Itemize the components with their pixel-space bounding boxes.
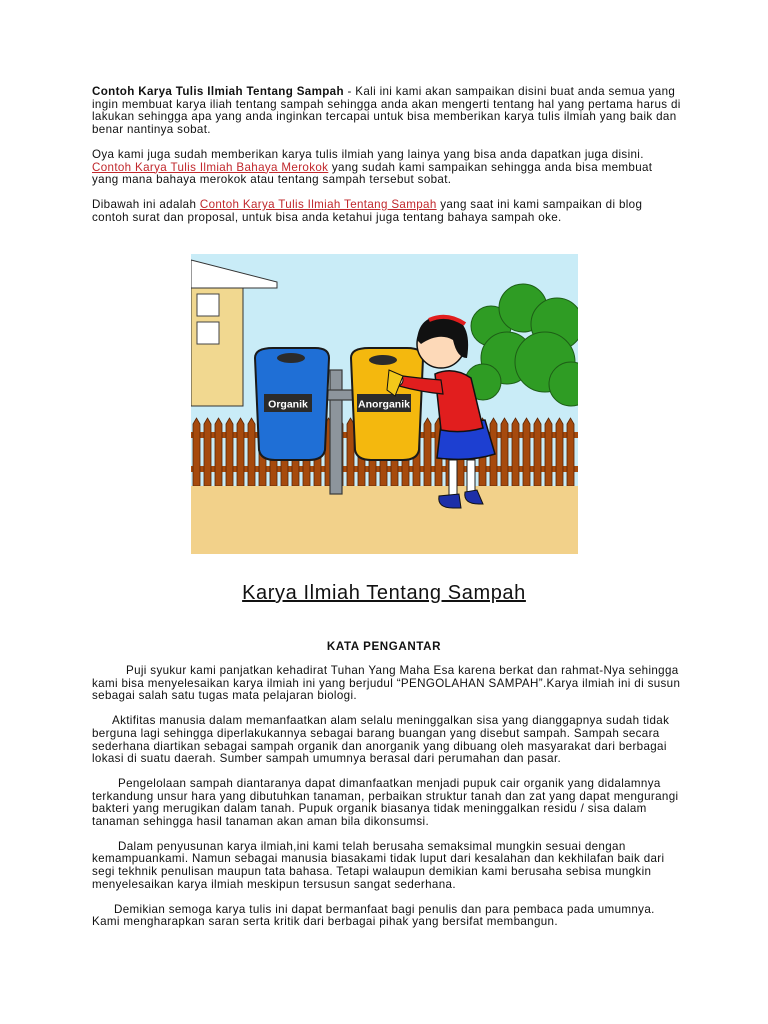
fence-slat bbox=[347, 418, 354, 486]
link-bahaya-merokok[interactable]: Contoh Karya Tulis Ilmiah Bahaya Merokok bbox=[92, 160, 329, 174]
organic-bin-label: Organik bbox=[268, 398, 308, 411]
fence-slat bbox=[204, 418, 211, 486]
intro-paragraph-3-before: Dibawah ini adalah bbox=[92, 197, 200, 211]
fence-slat bbox=[424, 418, 431, 486]
fence-slat bbox=[567, 418, 574, 486]
fence-slat bbox=[523, 418, 530, 486]
preface-paragraph: Pengelolaan sampah diantaranya dapat dimanfaatkan menjadi pupuk cair organik yang didalamnya terkandung unsur hara yang dibutuhkan tanaman, perbaikan struktur tanah dan zat yang dapat mengurangi bakteri yang merugikan dalam tanah. Pupuk organik biasanya tidak meninggalkan residu / sisa dalam tanaman sehingga hasil tanaman akan aman bila dikonsumsi. bbox=[92, 776, 679, 829]
fence-slat bbox=[545, 418, 552, 486]
intro-paragraph-2-before: Oya kami juga sudah memberikan karya tulis ilmiah yang lainya yang bisa anda dapatkan juga disini. bbox=[92, 147, 644, 161]
anorganic-bin bbox=[351, 348, 423, 460]
intro-paragraph-1-text: - Kali ini kami akan sampaikan disini buat anda semua yang ingin membuat karya iliah tentang sampah sehingga anda akan mengerti tentang hal yang pertama harus di lakukan sehingga apa yang anda inginkan tercapai untuk bisa memberikan karya tulis ilmiah yang baik dan benar nantinya sobat. bbox=[92, 85, 681, 137]
fence-slat bbox=[193, 418, 200, 486]
illustration-svg bbox=[191, 254, 578, 554]
intro-paragraph-2-after: yang sudah kami sampaikan sehingga anda bisa membuat yang mana bahaya merokok atau tentang sampah tersebut sobat. bbox=[92, 160, 653, 187]
preface-heading: KATA PENGANTAR bbox=[326, 640, 442, 653]
recycling-illustration bbox=[191, 254, 578, 554]
organic-bin bbox=[255, 348, 329, 460]
bin-pole bbox=[330, 370, 342, 494]
intro-lead-title: Contoh Karya Tulis Ilmiah Tentang Sampah bbox=[92, 85, 344, 98]
preface-paragraph: Demikian semoga karya tulis ini dapat bermanfaat bagi penulis dan para pembaca pada umumnya. Kami mengharapkan saran serta kritik dari berbagai pihak yang bersifat membangun. bbox=[92, 902, 655, 929]
fence-slat bbox=[248, 418, 255, 486]
link-tentang-sampah[interactable]: Contoh Karya Tulis Ilmiah Tentang Sampah bbox=[199, 197, 437, 211]
fence-slat bbox=[512, 418, 519, 486]
fence-slat bbox=[237, 418, 244, 486]
intro-paragraph-1 bbox=[92, 86, 682, 137]
preface-paragraph: Puji syukur kami panjatkan kehadirat Tuhan Yang Maha Esa karena berkat dan rahmat-Nya sehingga kami bisa menyelesaikan karya ilmiah ini yang berjudul “PENGOLAHAN SAMPAH”.Karya ilmiah ini di susun sebagai salah satu tugas mata pelajaran biologi. bbox=[92, 664, 681, 703]
preface-paragraph: Aktifitas manusia dalam memanfaatkan alam selalu meninggalkan sisa yang dianggapnya sudah tidak berguna lagi sehingga diperlakukannya sebagai barang buangan yang disebut sampah. Sampah secara sederhana diartikan sebagai sampah organik dan anorganik yang dibuang oleh masyarakat dari berbagai lokasi di suatu daerah. Sumber sampah umumnya berasal dari perumahan dan pasar. bbox=[92, 714, 670, 766]
fence-slat bbox=[534, 418, 541, 486]
preface-paragraph: Dalam penyusunan karya ilmiah,ini kami telah berusaha semaksimal mungkin sesuai dengan kemampuankami. Namun sebagai manusia biasakami tidak luput dari kesalahan dan kekhilafan baik dari segi tekhnik penulisan maupun tata bahasa. Tetapi walaupun demikian kami berusaha sebisa mungkin menyelesaikan karya ilmiah meskipun tersusun sangat sederhana. bbox=[92, 839, 665, 891]
intro-section bbox=[92, 86, 682, 224]
fence-slat bbox=[226, 418, 233, 486]
intro-paragraph-2 bbox=[92, 149, 682, 187]
document-title: Karya Ilmiah Tentang Sampah bbox=[242, 582, 526, 604]
preface-body bbox=[92, 665, 682, 941]
fence-slat bbox=[215, 418, 222, 486]
fence-slat bbox=[501, 418, 508, 486]
intro-paragraph-3-after: yang saat ini kami sampaikan di blog contoh surat dan proposal, untuk bisa anda ketahui juga tentang bahaya sampah oke. bbox=[92, 197, 643, 224]
intro-paragraph-3 bbox=[92, 199, 682, 224]
anorganic-bin-label: Anorganik bbox=[358, 398, 410, 411]
fence-slat bbox=[556, 418, 563, 486]
ground-area bbox=[191, 486, 578, 554]
